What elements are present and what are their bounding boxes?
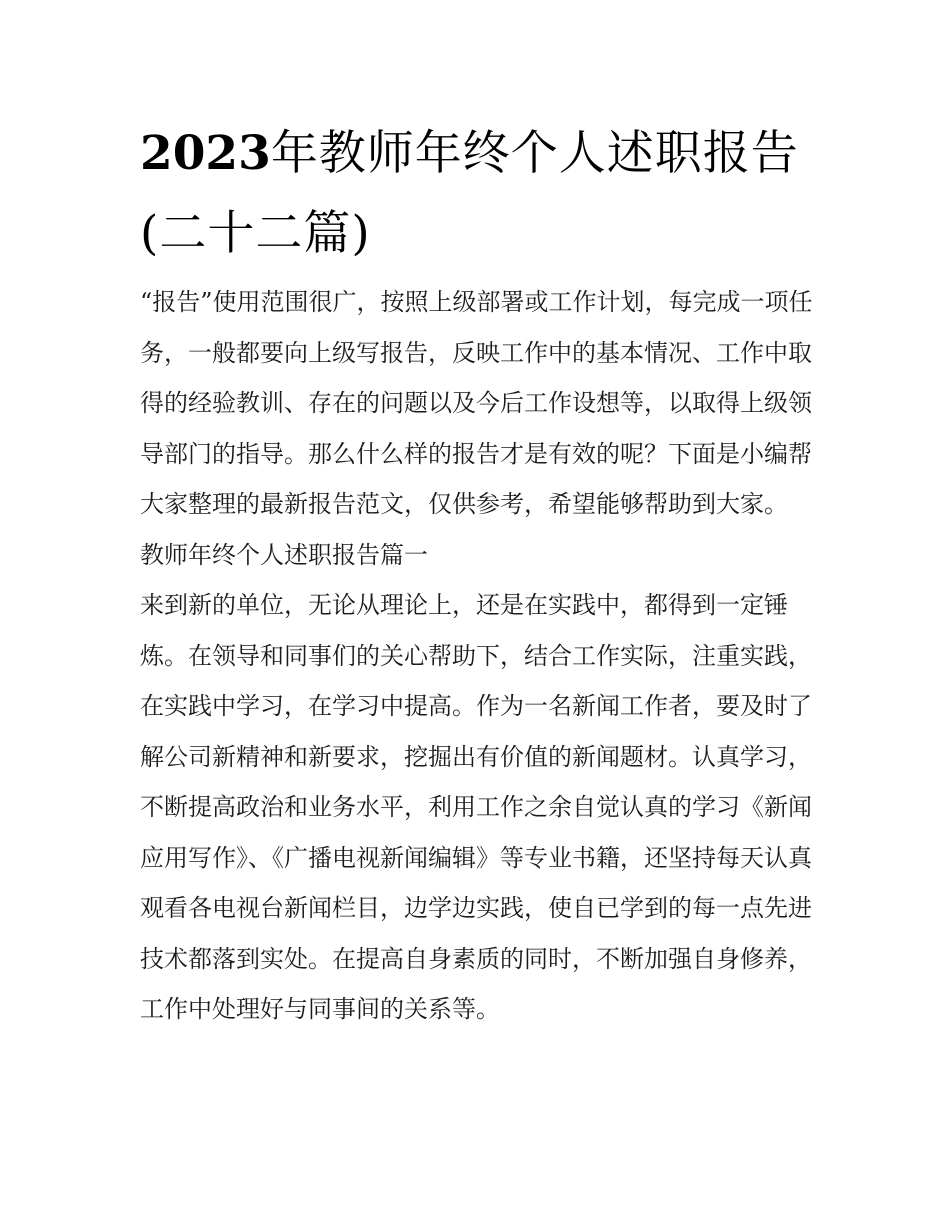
intro-paragraph: “报告”使用范围很广，按照上级部署或工作计划，每完成一项任务，一般都要向上级写报告，反映工作中的基本情况、工作中取得的经验教训、存在的问题以及今后工作设想等，以取得上级领导部门的指导。那么什么样的报告才是有效的呢？下面是小编帮大家整理的最新报告范文，仅供参考，希望能够帮助到大家。 [140,288,813,518]
document-title [140,114,830,274]
section-paragraph: 来到新的单位，无论从理论上，还是在实践中，都得到一定锤炼。在领导和同事们的关心帮助下，结合工作实际，注重实践，在实践中学习，在学习中提高。作为一名新闻工作者，要及时了解公司新精神和新要求，挖掘出有价值的新闻题材。认真学习，不断提高政治和业务水平，利用工作之余自觉认真的学习《新闻应用写作》、《广播电视新闻编辑》等专业书籍，还坚持每天认真观看各电视台新闻栏目，边学边实践，使自已学到的每一点先进技术都落到实处。在提高自身素质的同时，不断加强自身修养，工作中处理好与同事间的关系等。 [140,591,812,1023]
section-heading: 教师年终个人述职报告篇一 [140,540,428,569]
title-text: 年教师年终个人述职报告(二十二篇) [140,126,799,261]
title-year: 2023 [140,126,271,181]
document-body [140,277,815,1035]
